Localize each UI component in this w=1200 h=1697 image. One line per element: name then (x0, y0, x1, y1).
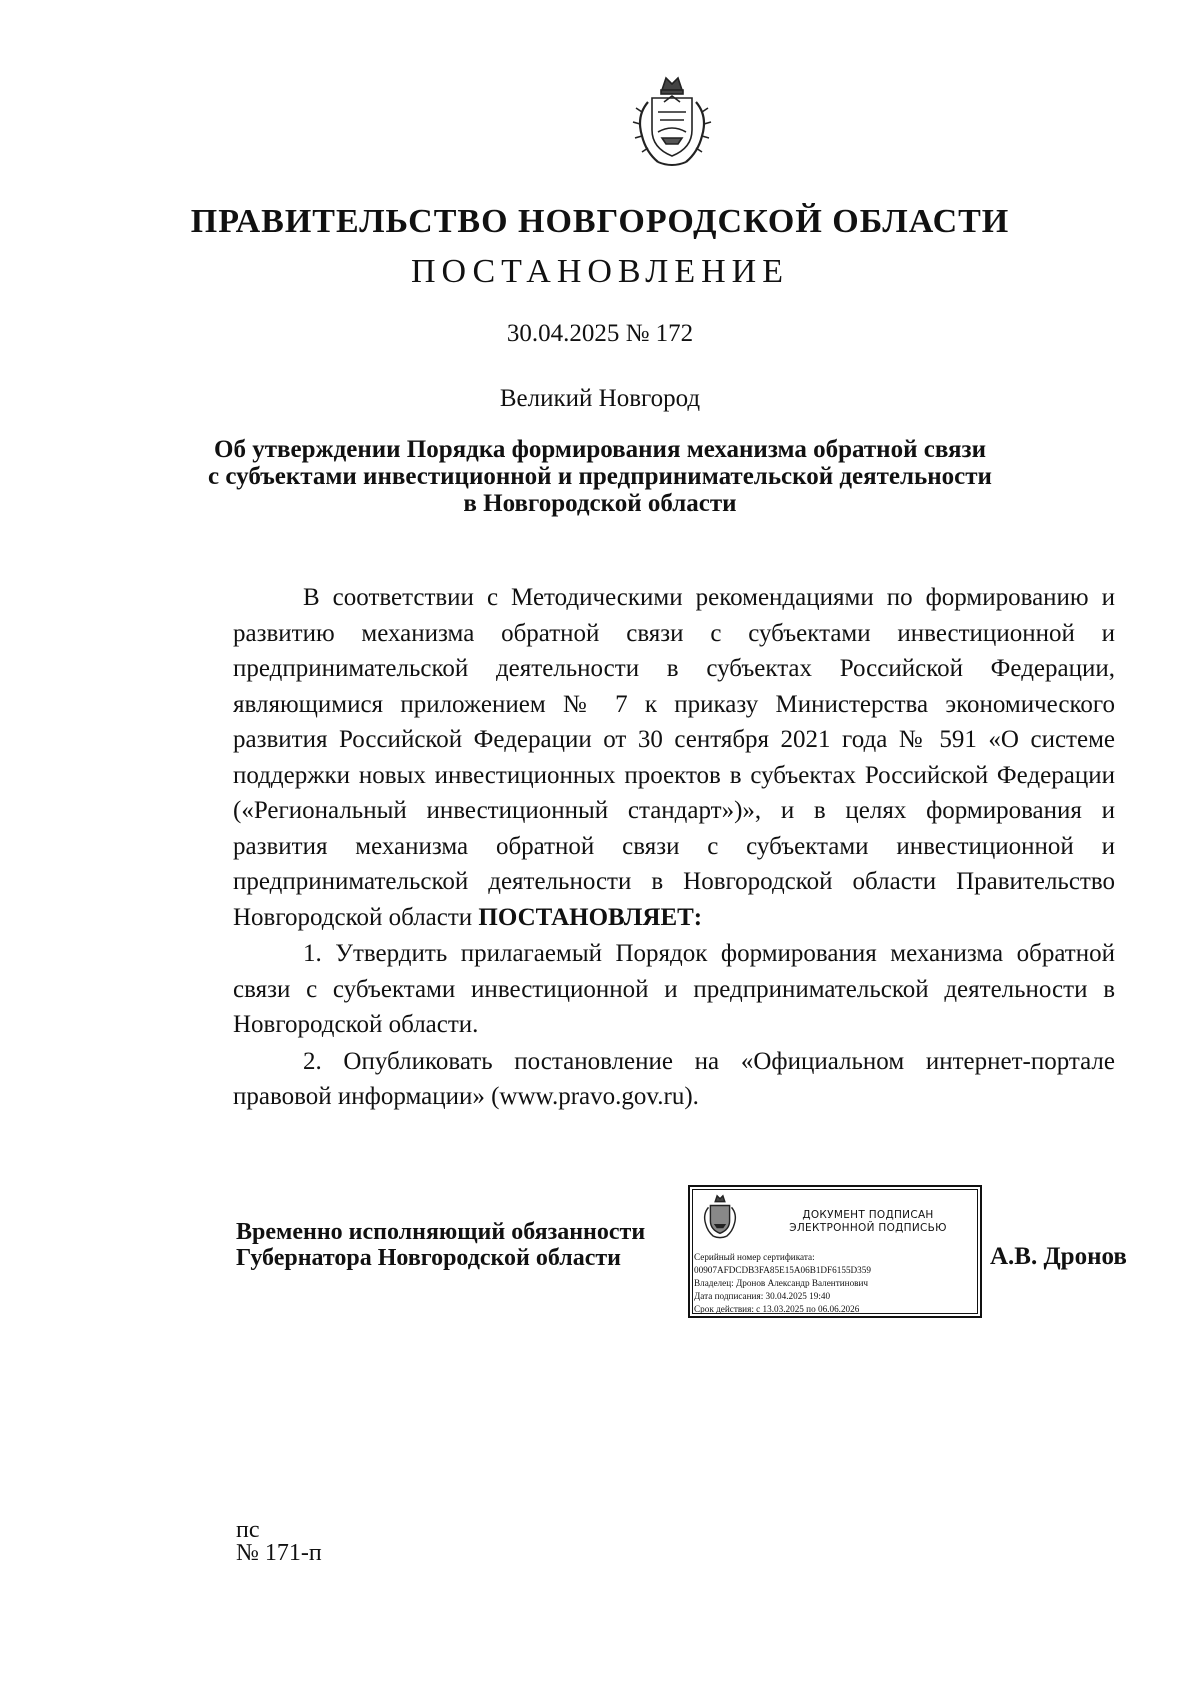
preamble-paragraph (233, 580, 1115, 935)
document-place: Великий Новгород (499, 385, 701, 412)
signer-name: А.В. Дронов (990, 1243, 1127, 1270)
stamp-cert-label: Серийный номер сертификата: (694, 1252, 815, 1262)
subject-line: в Новгородской области (463, 490, 737, 517)
resolution-item: 2. Опубликовать постановление на «Официальном интернет-портале правовой информации» (www.pravo.gov.ru). (233, 1047, 1115, 1110)
stamp-validity: Срок действия: с 13.03.2025 по 06.06.2026 (694, 1304, 860, 1314)
document-body (233, 580, 1115, 1115)
document-subject (200, 436, 1000, 517)
document-type: ПОСТАНОВЛЕНИЕ (410, 253, 790, 290)
footnote-line: пс (236, 1517, 260, 1543)
stamp-owner: Владелец: Дронов Александр Валентинович (694, 1278, 869, 1288)
footnote-line: № 171-п (236, 1540, 322, 1566)
signer-position-line: Временно исполняющий обязанности (236, 1219, 646, 1245)
footnote (236, 1519, 322, 1565)
coat-of-arms-icon (698, 1193, 742, 1241)
stamp-cert-serial: 00907AFDCDB3FA85E15A06B1DF6155D359 (694, 1265, 871, 1275)
subject-line: Об утверждении Порядка формирования механизма обратной связи (214, 436, 986, 463)
stamp-signed-at: Дата подписания: 30.04.2025 19:40 (694, 1291, 831, 1301)
signer-position (236, 1219, 645, 1271)
stamp-details (694, 1251, 871, 1316)
preamble-text: В соответствии с Методическими рекомендациями по формированию и развитию механизма обратной связи с субъектами инвестиционной и предпринимательской деятельности в субъектах Российской Федерации, являющимися приложением № 7 к приказу Министерства экономического развития Российской Федерации от 30 сентября 2021 года № 591 «О системе поддержки новых инвестиционных проектов в субъектах Российской Федерации («Региональный инвестиционный стандарт»)», и в целях формирования и развития механизма обратной связи с субъектами инвестиционной и предпринимательской деятельности в Новгородской области Правительство Новгородской области (233, 584, 1115, 931)
coat-of-arms-icon (628, 72, 716, 172)
government-name: ПРАВИТЕЛЬСТВО НОВГОРОДСКОЙ ОБЛАСТИ (190, 203, 1010, 240)
resolves-word: ПОСТАНОВЛЯЕТ: (478, 903, 703, 931)
stamp-heading (772, 1209, 964, 1235)
stamp-heading-line: ЭЛЕКТРОННОЙ ПОДПИСЬЮ (789, 1222, 947, 1234)
electronic-signature-stamp (688, 1185, 982, 1318)
resolution-item: 1. Утвердить прилагаемый Порядок формирования механизма обратной связи с субъектами инвестиционной и предпринимательской деятельности в Новгородской области. (233, 940, 1115, 1038)
signer-position-line: Губернатора Новгородской области (236, 1245, 622, 1271)
stamp-heading-line: ДОКУМЕНТ ПОДПИСАН (802, 1209, 934, 1221)
document-date-number: 30.04.2025 № 172 (506, 320, 694, 347)
subject-line: с субъектами инвестиционной и предпринимательской деятельности (208, 463, 992, 490)
